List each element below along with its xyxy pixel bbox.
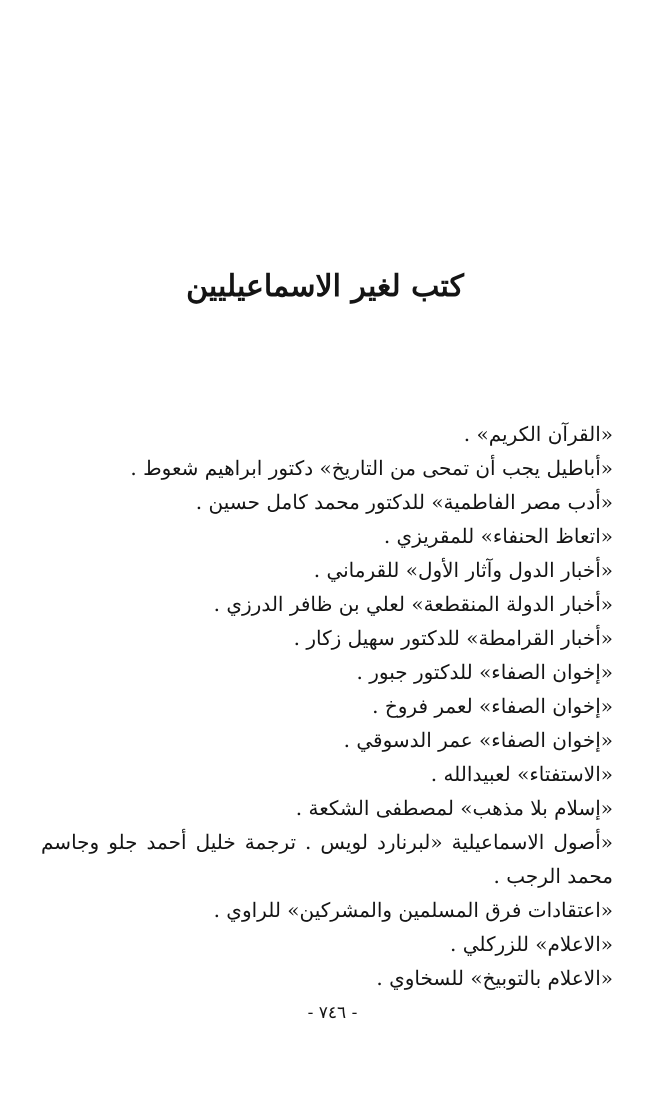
- list-item: «القرآن الكريم» .: [463, 422, 613, 446]
- list-item: «أخبار الدول وآثار الأول» للقرماني .: [313, 558, 613, 582]
- page-title: كتب لغير الاسماعيليين: [186, 269, 464, 304]
- list-item: «اعتقادات فرق المسلمين والمشركين» للراوي .: [213, 898, 613, 922]
- list-item: «أخبار الدولة المنقطعة» لعلي بن ظافر الدرزي .: [213, 592, 613, 616]
- book-list: [41, 417, 613, 995]
- list-item: «أخبار القرامطة» للدكتور سهيل زكار .: [293, 626, 613, 650]
- list-item: «أصول الاسماعيلية «لبرنارد لويس . ترجمة خليل أحمد جلو وجاسم محمد الرجب .: [41, 830, 613, 888]
- list-item: «الاعلام بالتوبيخ» للسخاوي .: [376, 966, 613, 990]
- list-item: «اتعاظ الحنفاء» للمقريزي .: [383, 524, 613, 548]
- list-item: «إخوان الصفاء» عمر الدسوقي .: [343, 728, 613, 752]
- list-item: «إسلام بلا مذهب» لمصطفى الشكعة .: [295, 796, 613, 820]
- list-item: «أباطيل يجب أن تمحى من التاريخ» دكتور ابراهيم شعوط .: [130, 456, 613, 480]
- list-item: «أدب مصر الفاطمية» للدكتور محمد كامل حسين .: [195, 490, 613, 514]
- list-item: «الاستفتاء» لعبيدالله .: [430, 762, 613, 786]
- list-item: «الاعلام» للزركلي .: [450, 932, 613, 956]
- list-item: «إخوان الصفاء» لعمر فروخ .: [372, 694, 613, 718]
- list-item: «إخوان الصفاء» للدكتور جبور .: [356, 660, 613, 684]
- page-number: - ٧٤٦ -: [307, 1003, 358, 1023]
